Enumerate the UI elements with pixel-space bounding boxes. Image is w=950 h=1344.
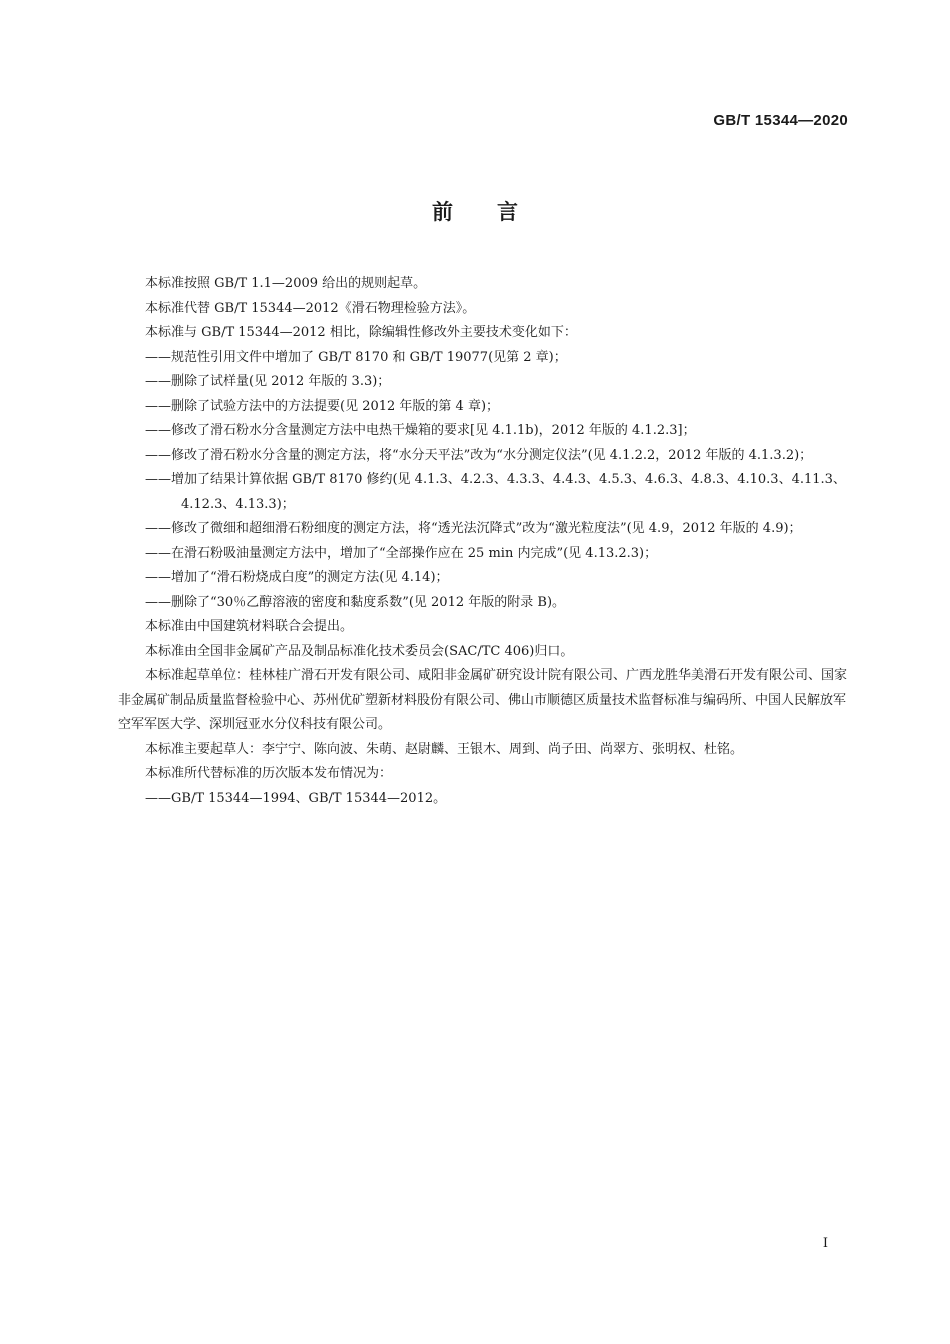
paragraph-replaces: 本标准代替 GB/T 15344—2012《滑石物理检验方法》。: [145, 300, 476, 316]
change-item: ——删除了试样量(见 2012 年版的 3.3)；: [145, 374, 391, 389]
change-item: ——修改了滑石粉水分含量的测定方法，将“水分天平法”改为“水分测定仪法”(见 4.1.2.2，2012 年版的 4.1.3.2)；: [145, 447, 813, 463]
change-item: ——删除了试验方法中的方法提要(见 2012 年版的第 4 章)；: [145, 398, 500, 414]
paragraph-centralized-by: 本标准由全国非金属矿产品及制品标准化技术委员会(SAC/TC 406)归口。: [145, 643, 574, 659]
paragraph-drafting-units: 本标准起草单位：桂林桂广滑石开发有限公司、咸阳非金属矿研究设计院有限公司、广西龙胜华美滑石开发有限公司、国家非金属矿制品质量监督检验中心、苏州优矿塑新材料股份有限公司、佛山市顺德区质量技术监督标准与编码所、中国人民解放军空军军医大学、深圳冠亚水分仪科技有限公司。: [118, 668, 848, 732]
paragraph-history-intro: 本标准所代替标准的历次版本发布情况为：: [145, 766, 393, 781]
standard-code: GB/T 15344—2020: [713, 112, 848, 129]
foreword-body: [118, 272, 850, 811]
paragraph-drafters: 本标准主要起草人：李宁宁、陈向波、朱萌、赵尉麟、王银木、周到、尚子田、尚翠方、张明权、杜铭。: [145, 741, 744, 757]
change-item: ——规范性引用文件中增加了 GB/T 8170 和 GB/T 19077(见第 2 章)；: [145, 349, 567, 365]
change-item: ——修改了微细和超细滑石粉细度的测定方法，将“透光法沉降式”改为“激光粒度法”(见 4.9，2012 年版的 4.9)；: [145, 521, 802, 536]
change-item: ——修改了滑石粉水分含量测定方法中电热干燥箱的要求[见 4.1.1b)，2012 年版的 4.1.2.3]；: [145, 423, 696, 438]
paragraph-drafting-rule: 本标准按照 GB/T 1.1—2009 给出的规则起草。: [145, 276, 427, 291]
page-number: I: [822, 1236, 828, 1251]
change-item: ——增加了“滑石粉烧成白度”的测定方法(见 4.14)；: [145, 570, 449, 585]
change-item: ——在滑石粉吸油量测定方法中，增加了“全部操作应在 25 min 内完成”(见 4.13.2.3)；: [145, 545, 658, 561]
paragraph-history: ——GB/T 15344—1994、GB/T 15344—2012。: [145, 790, 447, 806]
change-item: ——删除了“30％乙醇溶液的密度和黏度系数”(见 2012 年版的附录 B)。: [145, 594, 566, 610]
page-title: 前言: [432, 200, 562, 224]
paragraph-changes-intro: 本标准与 GB/T 15344—2012 相比，除编辑性修改外主要技术变化如下：: [145, 325, 577, 340]
change-item: ——增加了结果计算依据 GB/T 8170 修约(见 4.1.3、4.2.3、4.3.3、4.4.3、4.5.3、4.6.3、4.8.3、4.10.3、4.11.3、4.12.3、4.13.3)；: [145, 472, 846, 512]
paragraph-proposed-by: 本标准由中国建筑材料联合会提出。: [145, 619, 354, 634]
